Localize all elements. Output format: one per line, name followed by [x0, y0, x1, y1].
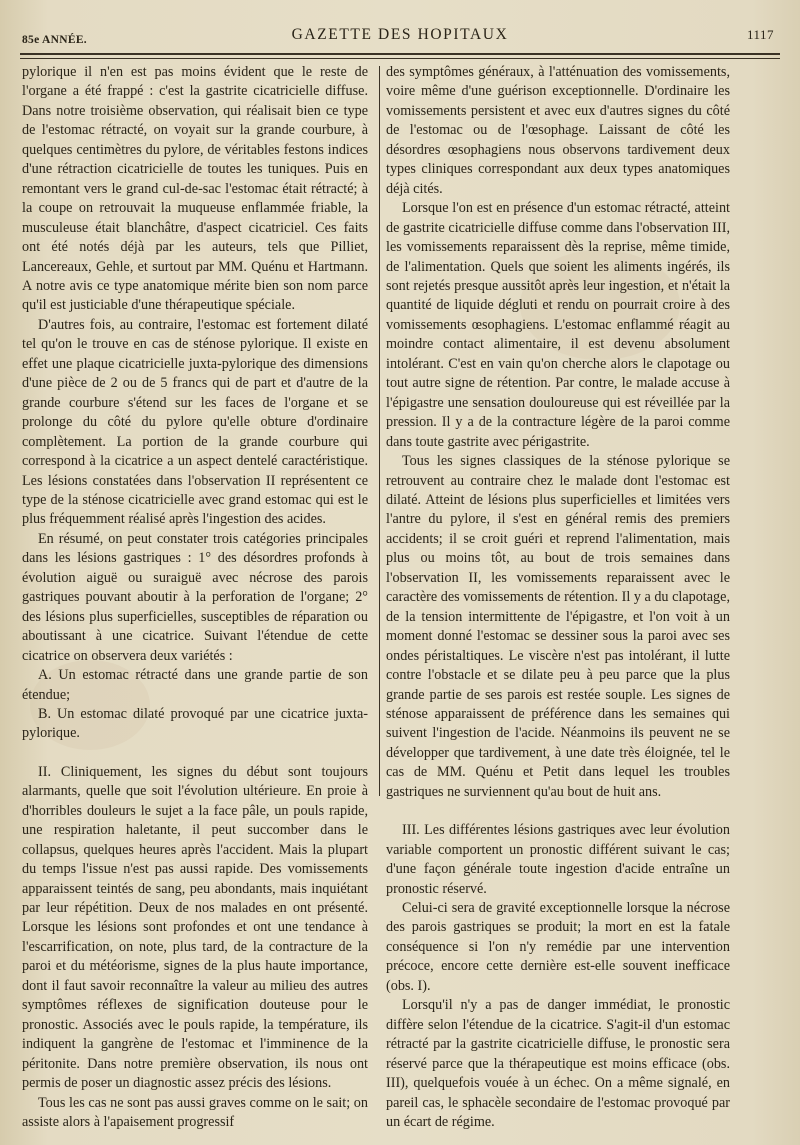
- paragraph: II. Cliniquement, les signes du début sont toujours alarmants, quelle que soit l'évolution ultérieure. En proie à d'horribles douleurs le sujet a la face pâle, un pouls rapide, une respiration haletante, il peut succomber dans le collapsus, quelques heures après l'accident. Mais la plupart du temps l'issue n'est pas aussi rapide. Des vomissements apparaissent teintés de sang, peu abondants, mais inquiétant par leur répétition. Deux de nos malades en ont présenté. Lorsque les lésions sont profondes et ont une tendance à l'escarrification, on note, plus tard, de la contracture de la paroi et du météorisme, signes de la plus haute importance, dont il faut savoir reconnaître la valeur au milieu des autres symptômes réflexes de signification douteuse pour le pronostic. Associés avec le pouls rapide, la température, ils indiquent la gangrène de l'estomac et l'imminence de la péritonite. Dans notre première observation, ils nous ont permis de poser un diagnostic assez précis des lésions.: [22, 763, 368, 1092]
- paragraph: En résumé, on peut constater trois catégories principales dans les lésions gastriques : 1° des désordres profonds à évolution aiguë ou suraiguë avec nécrose des parois gastriques pouvant aboutir à la perforation de l'organe; 2° des lésions plus superficielles, susceptibles de réparation ou aboutissant à une cicatrice. Suivant l'étendue de cette cicatrice on observera deux variétés :: [22, 530, 368, 664]
- paragraph: D'autres fois, au contraire, l'estomac est fortement dilaté tel qu'on le trouve en cas de sténose pylorique. Il existe en effet une plaque cicatricielle juxta-pylorique des dimensions d'une pièce de 2 ou de 5 francs qui de part et d'autre de la grande courbure s'étend sur les faces de l'organe et se prolonge du côté du pylore qu'elle obture d'ordinaire complètement. La portion de la grande courbure qui correspond à la cicatrice a un aspect dentelé caractéristique. Les lésions constatées dans l'observation II représentent ce type de la sténose cicatricielle avec grand estomac qui est le plus fréquemment réalisé après l'ingestion des acides.: [22, 316, 368, 528]
- left-column: [22, 63, 368, 1132]
- journal-title: GAZETTE DES HOPITAUX: [291, 26, 509, 43]
- paragraph: Lorsqu'il n'y a pas de danger immédiat, le pronostic diffère selon l'étendue de la cicatrice. S'agit-il d'un estomac rétracté par la gastrite cicatricielle diffuse, le pronostic sera réservé parce que la thérapeutique est moins efficace (obs. III), quelquefois vouée à un échec. On a même signalé, en pareil cas, le sphacèle secondaire de l'estomac provoqué par un écart de régime.: [386, 997, 730, 1131]
- paragraph: III. Les différentes lésions gastriques avec leur évolution variable comportent un pronostic différent suivant le cas; d'une façon générale toute ingestion d'acide entraîne un pronostic réservé.: [386, 822, 730, 897]
- paragraph: B. Un estomac dilaté provoqué par une cicatrice juxta-pylorique.: [22, 705, 368, 742]
- header-rule: [20, 53, 780, 55]
- paragraph: Tous les cas ne sont pas aussi graves comme on le sait; on assiste alors à l'apaisement progressif: [22, 1094, 368, 1131]
- header-rule-thin: [20, 58, 780, 59]
- issue-year: 85e ANNÉE.: [22, 34, 87, 46]
- column-divider: [379, 66, 380, 796]
- paragraph: A. Un estomac rétracté dans une grande partie de son étendue;: [22, 667, 368, 703]
- page-header: [20, 22, 780, 48]
- page-number: 1117: [746, 27, 774, 42]
- paragraph: Celui-ci sera de gravité exceptionnelle lorsque la nécrose des parois gastriques se produit; la mort en est la fatale conséquence si l'on n'y remédie par une intervention précoce, encore cette dernière est-elle souvent inefficace (obs. I).: [386, 900, 730, 994]
- paragraph: des symptômes généraux, à l'atténuation des vomissements, voire même d'une guérison exceptionnelle. D'ordinaire les vomissements persistent et avec eux d'autres signes du côté de l'estomac ou de l'œsophage. Laissant de côté les désordres œsophagiens nous observons tardivement deux types cliniques correspondant aux deux types anatomiques déjà cités.: [386, 64, 730, 197]
- paragraph: Tous les signes classiques de la sténose pylorique se retrouvent au contraire chez le malade dont l'estomac est dilaté. Atteint de lésions plus superficielles et limitées vers l'antre du pylore, il s'est en général remis des premiers accidents; il se croit guéri et reprend l'alimentation, mais plus ou moins tôt, au bout de trois semaines dans l'observation II, les vomissements reparaissent avec le caractère des vomissements de rétention. Il y a du clapotage, de la tension intermittente de l'épigastre, et l'on voit à un moment donné l'estomac se dessiner sous la paroi avec ses ondes péristaltiques. Le viscère n'est pas intolérant, il lutte contre l'obstacle et se dilate peu à peu parce que la plus grande partie de ses parois est restée souple. Les signes de sténose apparaissent de préférence dans les semaines qui suivent l'ingestion de l'acide. Néanmoins ils peuvent ne se développer que tardivement, à une date très éloignée, tel le cas de MM. Quénu et Petit dans lequel les troubles gastriques ne surviennent qu'au bout de huit ans.: [386, 453, 730, 800]
- paragraph: pylorique il n'en est pas moins évident que le reste de l'organe a été frappé : c'est la gastrite cicatricielle diffuse. Dans notre troisième observation, qui réalisait bien ce type de l'estomac rétracté, on voyait sur la grande courbure, à quelques centimètres du pylore, de véritables festons indices d'une rétraction cicatricielle de toutes les tuniques. Puis en remontant vers le grand cul-de-sac l'estomac était rétracté; à la coupe on retrouvait la muqueuse enflammée friable, la musculeuse était blanchâtre, d'aspect cicatriciel. Ces faits ont été notés déjà par les auteurs, tels que Pilliet, Lancereaux, Gehle, et surtout par MM. Quénu et Hartmann. A notre avis ce type anatomique mérite bien son nom parce qu'il est justiciable d'une thérapeutique spéciale.: [22, 64, 368, 314]
- right-column: [386, 63, 730, 1132]
- paragraph: Lorsque l'on est en présence d'un estomac rétracté, atteint de gastrite cicatricielle diffuse comme dans l'observation III, les vomissements reparaissent dès la reprise, même timide, de l'alimentation. Quels que soient les aliments ingérés, ils sont rejetés presque aussitôt après leur ingestion, et n'était la quantité de liquide dégluti et rendu on pourrait croire à des vomissements œsophagiens. L'estomac enflammé réagit au moindre contact alimentaire, il est devenu absolument intolérant. C'est en vain qu'on cherche alors le clapotage ou tout autre signe de rétention. Par contre, le malade accuse à l'épigastre une sensation douloureuse qui est réveillée par la pression. Il y a de la contracture légère de la paroi comme dans toute gastrite avec périgastrite.: [386, 200, 730, 450]
